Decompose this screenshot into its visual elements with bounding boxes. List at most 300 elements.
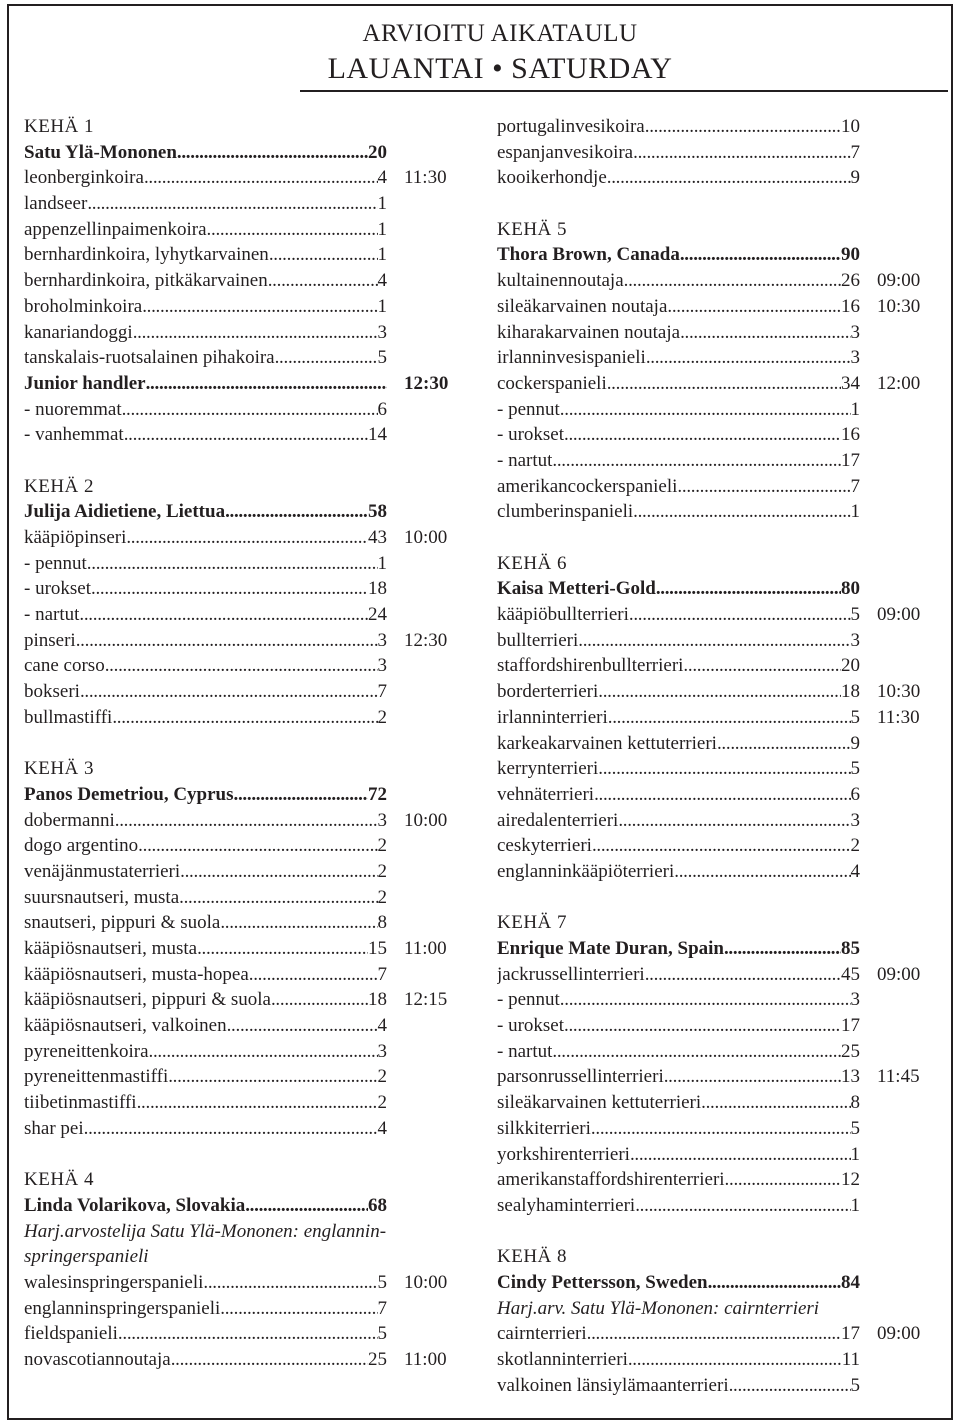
breed-name: shar pei — [24, 1117, 84, 1139]
ring-section — [497, 1219, 937, 1399]
schedule-row — [24, 345, 464, 371]
row-leader — [497, 448, 860, 474]
row-leader — [24, 217, 387, 243]
dot-leader — [683, 653, 841, 679]
dot-leader — [126, 525, 368, 551]
dot-leader — [645, 962, 841, 988]
row-leader — [497, 294, 860, 320]
breed-name: - urokset — [24, 578, 92, 600]
dot-leader — [207, 217, 378, 243]
breed-name: Junior handler — [24, 372, 146, 394]
entry-count: 9 — [850, 167, 860, 189]
schedule-row — [24, 1270, 464, 1296]
schedule-row — [497, 1090, 937, 1116]
dot-leader — [168, 1064, 377, 1090]
entry-count: 2 — [377, 706, 387, 728]
section-gap — [497, 885, 937, 911]
row-leader — [24, 371, 387, 397]
schedule-row — [24, 987, 464, 1013]
dot-leader — [146, 371, 387, 397]
entry-count: 20 — [841, 655, 860, 677]
row-leader — [497, 576, 860, 602]
breed-name: dogo argentino — [24, 835, 139, 857]
breed-name: kääpiösnautseri, musta-hopea — [24, 963, 249, 985]
row-leader — [24, 1296, 387, 1322]
schedule-row — [24, 1321, 464, 1347]
judge-row — [24, 140, 464, 166]
dot-leader — [560, 987, 851, 1013]
entry-count: 3 — [850, 809, 860, 831]
schedule-row — [24, 525, 464, 551]
entry-count: 7 — [850, 475, 860, 497]
ring-section — [497, 191, 937, 525]
entry-count: 8 — [377, 912, 387, 934]
row-leader — [24, 782, 387, 808]
dot-leader — [220, 1296, 377, 1322]
entry-count: 5 — [850, 1374, 860, 1396]
breed-name: leonberginkoira — [24, 167, 144, 189]
start-time: 11:30 — [877, 706, 920, 728]
schedule-row — [24, 165, 464, 191]
breed-name: appenzellinpaimenkoira — [24, 218, 207, 240]
dot-leader — [84, 1116, 378, 1142]
entry-count: 3 — [377, 321, 387, 343]
row-leader — [24, 1064, 387, 1090]
row-leader — [24, 602, 387, 628]
row-leader — [497, 499, 860, 525]
schedule-row — [497, 962, 937, 988]
schedule-row — [497, 114, 937, 140]
schedule-row — [24, 833, 464, 859]
schedule-row — [24, 679, 464, 705]
breed-name: parsonrussellinterrieri — [497, 1066, 664, 1088]
entry-count: 1 — [377, 295, 387, 317]
breed-name: clumberinspanieli — [497, 501, 634, 523]
row-leader — [497, 705, 860, 731]
row-leader — [24, 859, 387, 885]
entry-count: 34 — [841, 372, 860, 394]
dot-leader — [664, 1064, 841, 1090]
breed-name: valkoinen länsiylämaanterrieri — [497, 1374, 729, 1396]
breed-name: kääpiösnautseri, pippuri & suola — [24, 989, 271, 1011]
entry-count: 1 — [850, 1194, 860, 1216]
dot-leader — [177, 140, 368, 166]
entry-count: 80 — [841, 578, 860, 600]
breed-name: - nartut — [497, 449, 553, 471]
schedule-row — [24, 1116, 464, 1142]
dot-leader — [91, 576, 368, 602]
dot-leader — [564, 422, 841, 448]
row-leader — [497, 1347, 860, 1373]
row-leader — [497, 833, 860, 859]
breed-name: dobermanni — [24, 809, 115, 831]
row-leader — [24, 910, 387, 936]
breed-name: staffordshirenbullterrieri — [497, 655, 684, 677]
dot-leader — [598, 679, 841, 705]
breed-name: silkkiterrieri — [497, 1117, 591, 1139]
schedule-row — [24, 268, 464, 294]
row-leader — [497, 731, 860, 757]
schedule-row — [24, 1064, 464, 1090]
schedule-row — [24, 320, 464, 346]
dot-leader — [608, 705, 851, 731]
dot-leader — [618, 808, 850, 834]
breed-name: kooikerhondje — [497, 167, 607, 189]
entry-count: 2 — [377, 1066, 387, 1088]
section-gap — [24, 448, 464, 474]
breed-name: landseer — [24, 193, 88, 215]
dot-leader — [635, 1193, 850, 1219]
entry-count: 58 — [368, 501, 387, 523]
breed-name: espanjanvesikoira — [497, 141, 634, 163]
breed-name: broholminkoira — [24, 295, 143, 317]
dot-leader — [124, 422, 368, 448]
schedule-row — [497, 859, 937, 885]
start-time: 12:00 — [877, 372, 921, 394]
entry-count: 1 — [850, 398, 860, 420]
schedule-row — [24, 859, 464, 885]
schedule-row — [24, 1090, 464, 1116]
entry-count: 18 — [368, 989, 387, 1011]
ring-section — [24, 448, 464, 731]
schedule-row — [497, 1116, 937, 1142]
dot-leader — [552, 1039, 841, 1065]
entry-count: 16 — [841, 295, 860, 317]
row-leader — [497, 345, 860, 371]
schedule-row — [24, 1039, 464, 1065]
row-leader — [497, 242, 860, 268]
entry-count: 6 — [850, 783, 860, 805]
entry-count: 3 — [850, 347, 860, 369]
entry-count: 24 — [368, 604, 387, 626]
row-leader — [24, 808, 387, 834]
entry-count: 72 — [368, 783, 387, 805]
row-leader — [24, 268, 387, 294]
entry-count: 90 — [841, 244, 860, 266]
entry-count: 4 — [377, 270, 387, 292]
schedule-row — [497, 756, 937, 782]
judge-row — [24, 782, 464, 808]
schedule-row — [24, 885, 464, 911]
dot-leader — [594, 782, 850, 808]
schedule-row — [497, 1373, 937, 1399]
dot-leader — [607, 165, 851, 191]
row-leader — [24, 1193, 387, 1219]
start-time: 11:00 — [404, 1349, 447, 1370]
breed-name: - pennut — [497, 989, 560, 1011]
row-leader — [24, 165, 387, 191]
breed-name: pyreneittenkoira — [24, 1040, 149, 1062]
schedule-title: ARVIOITU AIKATAULU — [362, 20, 638, 47]
row-leader — [24, 525, 387, 551]
breed-name: irlanninvesispanieli — [497, 347, 646, 369]
entry-count: 15 — [368, 938, 387, 959]
row-leader — [24, 1039, 387, 1065]
row-leader — [24, 936, 387, 962]
schedule-row — [497, 808, 937, 834]
entry-count: 17 — [841, 449, 860, 471]
row-leader — [24, 397, 387, 423]
dot-leader — [180, 859, 377, 885]
breed-name: tanskalais-ruotsalainen pihakoira — [24, 347, 275, 369]
schedule-row — [24, 191, 464, 217]
breed-name: novascotiannoutaja — [24, 1349, 171, 1370]
entry-count: 7 — [850, 141, 860, 163]
schedule-row — [24, 576, 464, 602]
row-leader — [497, 1039, 860, 1065]
ring-title: KEHÄ 2 — [24, 475, 95, 497]
schedule-row — [497, 1013, 937, 1039]
row-leader — [497, 808, 860, 834]
dot-leader — [717, 731, 851, 757]
dot-leader — [112, 705, 377, 731]
dot-leader — [646, 345, 851, 371]
row-leader — [24, 576, 387, 602]
entry-count: 2 — [377, 835, 387, 857]
row-leader — [497, 1321, 860, 1347]
breed-name: pinseri — [24, 629, 76, 651]
dot-leader — [677, 474, 850, 500]
schedule-row — [24, 628, 464, 654]
entry-count: 18 — [841, 681, 860, 703]
schedule-row — [24, 1347, 464, 1373]
schedule-row — [24, 551, 464, 577]
dot-leader — [234, 782, 368, 808]
section-gap — [497, 1219, 937, 1245]
dot-leader — [680, 242, 841, 268]
dot-leader — [708, 1270, 841, 1296]
entry-count: 1 — [377, 244, 387, 266]
ring-section — [24, 114, 464, 448]
row-leader — [24, 705, 387, 731]
entry-count: 4 — [850, 860, 860, 882]
breed-name: Enrique Mate Duran, Spain — [497, 938, 724, 959]
entry-count: 5 — [850, 604, 860, 626]
schedule-row — [24, 808, 464, 834]
breed-name: bullterrieri — [497, 629, 579, 651]
dot-leader — [598, 756, 850, 782]
dot-leader — [629, 602, 851, 628]
schedule-row — [497, 165, 937, 191]
breed-name: yorkshirenterrieri — [497, 1143, 630, 1165]
schedule-row — [24, 962, 464, 988]
entry-count: 3 — [850, 629, 860, 651]
ring-section — [497, 885, 937, 1219]
entry-count: 25 — [841, 1040, 860, 1062]
start-time: 11:45 — [877, 1066, 920, 1088]
entry-count: 3 — [377, 629, 387, 651]
breed-name: - urokset — [497, 1015, 565, 1037]
breed-name: sealyhaminterrieri — [497, 1194, 636, 1216]
row-leader — [497, 1167, 860, 1193]
entry-count: 17 — [841, 1015, 860, 1037]
start-time: 10:00 — [404, 809, 448, 831]
row-leader — [497, 474, 860, 500]
entry-count: 84 — [841, 1271, 860, 1293]
dot-leader — [87, 551, 378, 577]
breed-name: karkeakarvainen kettuterrieri — [497, 732, 717, 754]
judge-row — [497, 1270, 937, 1296]
breed-name: amerikanstaffordshirenterrieri — [497, 1169, 725, 1191]
schedule-row — [497, 371, 937, 397]
breed-name: kääpiösnautseri, valkoinen — [24, 1015, 227, 1037]
row-leader — [497, 936, 860, 962]
left-column — [24, 114, 464, 1373]
dot-leader — [268, 268, 378, 294]
dot-leader — [592, 833, 851, 859]
breed-name: kääpiöpinseri — [24, 527, 127, 548]
row-leader — [497, 114, 860, 140]
breed-name: walesinspringerspanieli — [24, 1271, 204, 1293]
breed-name: kultainennoutaja — [497, 270, 624, 292]
schedule-row — [497, 499, 937, 525]
ring-title: KEHÄ 3 — [24, 758, 95, 780]
start-time: 09:00 — [877, 1323, 921, 1345]
dot-leader — [171, 1347, 368, 1373]
entry-count: 13 — [841, 1066, 860, 1088]
row-leader — [24, 1347, 387, 1373]
breed-name: kanariandoggi — [24, 321, 133, 343]
breed-name: Kaisa Metteri-Gold — [497, 578, 656, 600]
dot-leader — [269, 242, 378, 268]
dot-leader — [680, 320, 850, 346]
dot-leader — [122, 397, 378, 423]
row-leader — [24, 191, 387, 217]
breed-name: bernhardinkoira, pitkäkarvainen — [24, 270, 268, 292]
row-leader — [24, 679, 387, 705]
trainee-judge-note: Harj.arvostelija Satu Ylä-Mononen: englannin- — [24, 1220, 387, 1242]
ring-section — [497, 114, 937, 191]
breed-name: Julija Aidietiene, Liettua — [24, 501, 226, 523]
schedule-row — [24, 217, 464, 243]
section-gap — [24, 731, 464, 757]
schedule-row — [24, 602, 464, 628]
row-leader — [24, 628, 387, 654]
dot-leader — [118, 1321, 378, 1347]
breed-name: tiibetinmastiffi — [24, 1092, 137, 1114]
entry-count: 8 — [850, 1092, 860, 1114]
entry-count: 43 — [368, 527, 387, 548]
dot-leader — [275, 345, 378, 371]
schedule-row — [24, 397, 464, 423]
row-leader — [497, 782, 860, 808]
entry-count: 5 — [377, 347, 387, 369]
start-time: 10:30 — [877, 295, 921, 317]
row-leader — [497, 859, 860, 885]
entry-count: 1 — [377, 218, 387, 240]
start-time: 11:30 — [404, 167, 447, 189]
entry-count: 45 — [841, 963, 860, 985]
entry-count: 26 — [841, 270, 860, 292]
judge-row — [24, 499, 464, 525]
breed-name: Thora Brown, Canada — [497, 244, 680, 266]
dot-leader — [271, 987, 368, 1013]
row-leader — [24, 962, 387, 988]
dot-leader — [203, 1270, 377, 1296]
row-leader — [497, 1270, 860, 1296]
start-time: 12:15 — [404, 989, 448, 1011]
row-leader — [497, 165, 860, 191]
dot-leader — [578, 628, 850, 654]
entry-count: 20 — [368, 141, 387, 163]
breed-name: englanninspringerspanieli — [24, 1297, 221, 1319]
row-leader — [497, 268, 860, 294]
schedule-row — [497, 448, 937, 474]
row-leader — [497, 397, 860, 423]
schedule-row — [497, 731, 937, 757]
breed-name: cane corso — [24, 655, 105, 677]
schedule-row — [24, 371, 464, 397]
entry-count: 11 — [841, 1349, 860, 1370]
dot-leader — [225, 499, 368, 525]
row-leader — [24, 987, 387, 1013]
schedule-row — [497, 1167, 937, 1193]
breed-name: - vanhemmat — [24, 424, 124, 446]
breed-name: bernhardinkoira, lyhytkarvainen — [24, 244, 269, 266]
dot-leader — [724, 936, 841, 962]
ring-section — [24, 1142, 464, 1373]
schedule-row — [497, 397, 937, 423]
breed-name: Cindy Pettersson, Sweden — [497, 1271, 708, 1293]
ring-title: KEHÄ 7 — [497, 912, 568, 934]
row-leader — [497, 1013, 860, 1039]
start-time: 10:00 — [404, 1271, 448, 1293]
entry-count: 10 — [841, 116, 860, 137]
dot-leader — [149, 1039, 378, 1065]
judge-row — [24, 1193, 464, 1219]
entry-count: 1 — [850, 501, 860, 523]
schedule-row — [24, 242, 464, 268]
row-leader — [24, 1270, 387, 1296]
dot-leader — [725, 1167, 841, 1193]
schedule-row — [497, 1064, 937, 1090]
dot-leader — [591, 1116, 851, 1142]
ring-title: KEHÄ 6 — [497, 552, 568, 574]
row-leader — [497, 628, 860, 654]
entry-count: 14 — [368, 424, 387, 446]
breed-name: fieldspanieli — [24, 1323, 118, 1345]
entry-count: 5 — [377, 1323, 387, 1345]
row-leader — [497, 140, 860, 166]
entry-count: 1 — [377, 193, 387, 215]
row-leader — [24, 1116, 387, 1142]
dot-leader — [628, 1347, 842, 1373]
row-leader — [24, 1090, 387, 1116]
ring-title: KEHÄ 8 — [497, 1246, 568, 1268]
dot-leader — [138, 833, 377, 859]
ring-title: KEHÄ 5 — [497, 218, 568, 240]
dot-leader — [105, 653, 378, 679]
entry-count: 5 — [850, 706, 860, 728]
entry-count: 3 — [377, 655, 387, 677]
row-leader — [497, 422, 860, 448]
row-leader — [497, 987, 860, 1013]
header-rule — [300, 90, 948, 92]
breed-name: amerikancockerspanieli — [497, 475, 678, 497]
row-leader — [24, 140, 387, 166]
row-leader — [24, 320, 387, 346]
breed-name: skotlanninterrieri — [497, 1349, 628, 1370]
breed-name: Satu Ylä-Mononen — [24, 141, 177, 163]
dot-leader — [79, 602, 368, 628]
breed-name: bullmastiffi — [24, 706, 113, 728]
entry-count: 4 — [377, 1015, 387, 1037]
trainee-judge-note: Harj.arv. Satu Ylä-Mononen: cairnterrieri — [497, 1297, 820, 1319]
dot-leader — [133, 320, 378, 346]
breed-name: borderterrieri — [497, 681, 599, 703]
entry-count: 5 — [850, 1117, 860, 1139]
schedule-row — [497, 679, 937, 705]
